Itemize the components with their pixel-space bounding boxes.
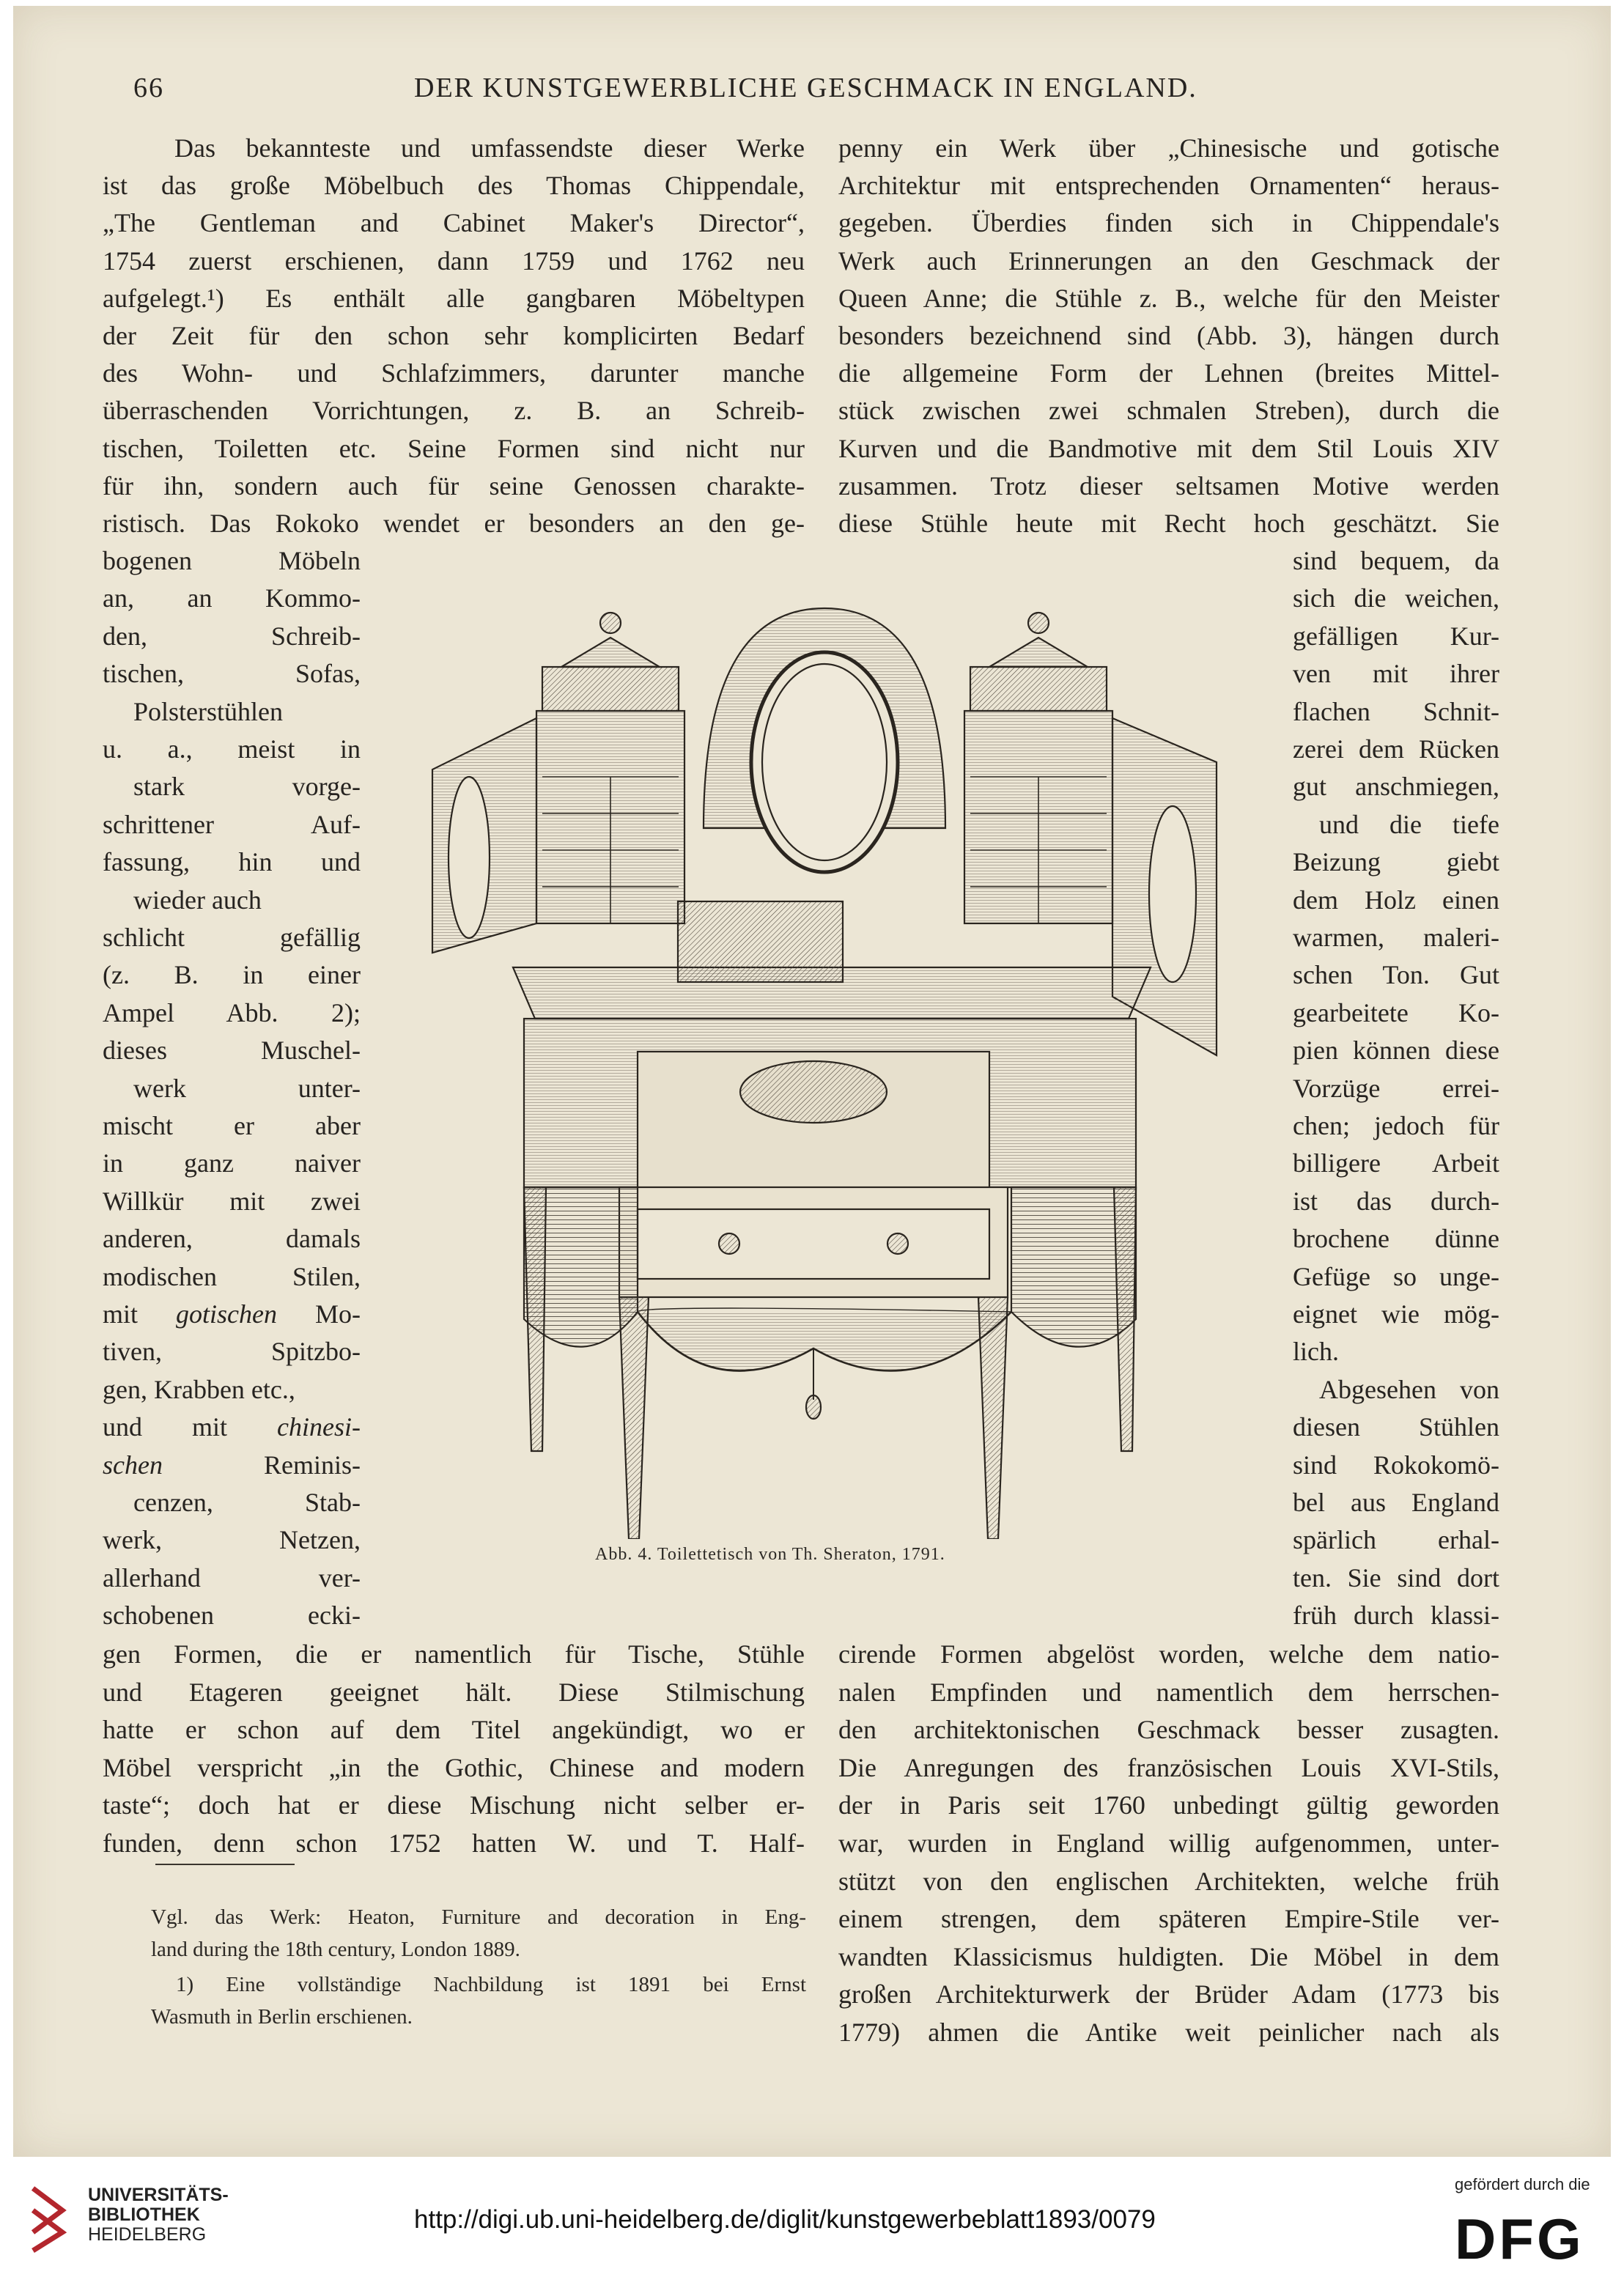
library-name-line: BIBLIOTHEK <box>88 2204 200 2225</box>
text-line: schen Ton. Gut <box>1293 960 1499 990</box>
text-line: den architektonischen Geschmack besser zusagten. <box>838 1715 1499 1745</box>
text-line: fassung, hin und <box>103 847 361 877</box>
text-line: Architektur mit entsprechenden Ornamenten“ heraus- <box>838 171 1499 201</box>
text-line: gefälligen Kur- <box>1293 621 1499 651</box>
text-line: Werk auch Erinnerungen an den Geschmack der <box>838 246 1499 276</box>
running-title: DER KUNSTGEWERBLICHE GESCHMACK IN ENGLAND. <box>414 73 1197 103</box>
text-line: der in Paris seit 1760 unbedingt gültig geworden <box>838 1790 1499 1820</box>
text-line: tischen, Toiletten etc. Seine Formen sind nicht nur <box>103 433 805 463</box>
text-line: Das bekannteste und umfassendste dieser Werke <box>174 133 805 163</box>
permalink[interactable]: http://digi.ub.uni-heidelberg.de/diglit/kunstgewerbeblatt1893/0079 <box>414 2205 1156 2234</box>
text-line: und Etageren geeignet hält. Diese Stilmischung <box>103 1677 805 1707</box>
text-line: diese Stühle heute mit Recht hoch geschätzt. Sie <box>838 509 1499 538</box>
text-line: sind bequem, da <box>1293 546 1499 575</box>
text-line: schen Reminis- <box>103 1450 361 1480</box>
text-line: des Wohn- und Schlafzimmers, darunter manche <box>103 358 805 388</box>
footnote-line: 1) Eine vollständige Nachbildung ist 1891 bei Ernst <box>176 1973 806 1996</box>
text-line: Vorzüge errei- <box>1293 1073 1499 1103</box>
text-line: war, wurden in England willig aufgenommen, unter- <box>838 1828 1499 1858</box>
text-line: stück zwischen zwei schmalen Streben), durch die <box>838 396 1499 426</box>
text-line: in ganz naiver <box>103 1148 361 1178</box>
text-line: aufgelegt.¹) Es enthält alle gangbaren Möbeltypen <box>103 283 805 313</box>
text-line: 1754 zuerst erschienen, dann 1759 und 1762 neu <box>103 246 805 276</box>
text-line: diesen Stühlen <box>1293 1412 1499 1442</box>
text-line: tiven, Spitzbo- <box>103 1337 361 1367</box>
text-line: Beizung giebt <box>1293 847 1499 877</box>
funded-by-text: gefördert durch die <box>1455 2175 1590 2193</box>
text-line: hatte er schon auf dem Titel angekündigt, wo er <box>103 1715 805 1745</box>
text-line: brochene dünne <box>1293 1224 1499 1254</box>
text-line: 1779) ahmen die Antike weit peinlicher nach als <box>838 2018 1499 2047</box>
dfg-logo: DFG <box>1455 2207 1584 2271</box>
text-line: modischen Stilen, <box>103 1261 361 1291</box>
text-line: stark vorge- <box>133 772 361 802</box>
text-line: mit gotischen Mo- <box>103 1299 361 1329</box>
text-line: wandten Klassicismus huldigten. Die Möbel in dem <box>838 1941 1499 1971</box>
footnote-rule <box>155 1864 295 1865</box>
text-line: Gefüge so unge- <box>1293 1261 1499 1291</box>
text-line: pien können diese <box>1293 1036 1499 1066</box>
text-line: zerei dem Rücken <box>1293 734 1499 764</box>
text-line: billigere Arbeit <box>1293 1148 1499 1178</box>
text-line: lich. <box>1293 1337 1339 1367</box>
text-line: Queen Anne; die Stühle z. B., welche für den Meister <box>838 283 1499 313</box>
text-line: mischt er aber <box>103 1111 361 1140</box>
text-line: und mit chinesi- <box>103 1412 361 1442</box>
text-line: Willkür mit zwei <box>103 1186 361 1216</box>
text-line: dieses Muschel- <box>103 1036 361 1066</box>
text-line: bogenen Möbeln <box>103 546 361 575</box>
text-line: überraschenden Vorrichtungen, z. B. an Schreib- <box>103 396 805 426</box>
text-line: flachen Schnit- <box>1293 696 1499 726</box>
italic-term: chinesi- <box>277 1412 361 1442</box>
text-line: der Zeit für den schon sehr komplicirten Bedarf <box>103 321 805 350</box>
footnote-line: Wasmuth in Berlin erschienen. <box>151 2005 413 2029</box>
text-line: Abgesehen von <box>1319 1374 1499 1404</box>
text-line: bel aus England <box>1293 1488 1499 1517</box>
text-line: früh durch klassi- <box>1293 1601 1499 1631</box>
text-line: allerhand ver- <box>103 1562 361 1593</box>
text-line: ten. Sie sind dort <box>1293 1562 1499 1593</box>
text-line: u. a., meist in <box>103 734 361 764</box>
text-line: stützt von den englischen Architekten, welche früh <box>838 1866 1499 1896</box>
text-line: nalen Empfinden und namentlich dem herrschen- <box>838 1677 1499 1707</box>
text-line: ristisch. Das Rokoko wendet er besonders an den ge- <box>103 509 805 538</box>
text-line: anderen, damals <box>103 1224 361 1254</box>
text-line: schobenen ecki- <box>103 1601 361 1631</box>
text-line: die allgemeine Form der Lehnen (breites Mittel- <box>838 358 1499 388</box>
text-line: werk unter- <box>133 1073 361 1103</box>
footnote-line: Vgl. das Werk: Heaton, Furniture and decoration in Eng- <box>151 1905 806 1929</box>
text-line: zusammen. Trotz dieser seltsamen Motive werden <box>838 470 1499 501</box>
text-line: Kurven und die Bandmotive mit dem Stil Louis XIV <box>838 433 1499 463</box>
text-line: ist das durch- <box>1293 1186 1499 1216</box>
text-line: tischen, Sofas, <box>103 659 361 689</box>
text-line: warmen, maleri- <box>1293 923 1499 952</box>
text-line: Die Anregungen des französischen Louis XVI-Stils, <box>838 1752 1499 1782</box>
text-line: gen, Krabben etc., <box>103 1374 295 1404</box>
text-line: funden, denn schon 1752 hatten W. und T. Half- <box>103 1828 805 1858</box>
text-line: chen; jedoch für <box>1293 1111 1499 1140</box>
text-line: Polsterstühlen <box>133 696 283 726</box>
university-library-logo <box>22 2181 81 2254</box>
text-line: (z. B. in einer <box>103 960 361 990</box>
text-line: penny ein Werk über „Chinesische und gotische <box>838 133 1499 163</box>
text-line: spärlich erhal- <box>1293 1525 1499 1555</box>
text-line: Möbel verspricht „in the Gothic, Chinese and modern <box>103 1752 805 1782</box>
text-line: Ampel Abb. 2); <box>103 997 361 1027</box>
text-line: schlicht gefällig <box>103 923 361 952</box>
text-line: sind Rokokomö- <box>1293 1450 1499 1480</box>
text-line: gut anschmiegen, <box>1293 772 1499 802</box>
text-line: wieder auch <box>133 885 262 915</box>
text-line: cenzen, Stab- <box>133 1488 361 1517</box>
text-line: gearbeitete Ko- <box>1293 997 1499 1027</box>
text-line: ven mit ihrer <box>1293 659 1499 689</box>
toilet-table-engraving <box>396 586 1253 1539</box>
library-name-line: HEIDELBERG <box>88 2224 207 2245</box>
italic-term: schen <box>103 1450 163 1480</box>
text-line: dem Holz einen <box>1293 885 1499 915</box>
text-line: gegeben. Überdies finden sich in Chippendale's <box>838 208 1499 238</box>
text-line: einem strengen, dem späteren Empire-Stile ver- <box>838 1904 1499 1934</box>
text-line: und die tiefe <box>1319 809 1499 839</box>
text-line: cirende Formen abgelöst worden, welche dem natio- <box>838 1639 1499 1669</box>
text-line: schrittener Auf- <box>103 809 361 839</box>
text-line: sich die weichen, <box>1293 583 1499 613</box>
text-line: für ihn, sondern auch für seine Genossen charakte- <box>103 470 805 501</box>
text-line: besonders bezeichnend sind (Abb. 3), hängen durch <box>838 321 1499 350</box>
text-line: großen Architekturwerk der Brüder Adam (1773 bis <box>838 1979 1499 2010</box>
text-line: „The Gentleman and Cabinet Maker's Director“, <box>103 208 805 238</box>
text-line: eignet wie mög- <box>1293 1299 1499 1329</box>
text-line: taste“; doch hat er diese Mischung nicht selber er- <box>103 1790 805 1820</box>
italic-term: gotischen <box>176 1299 277 1329</box>
figure-caption: Abb. 4. Toilettetisch von Th. Sheraton, 1791. <box>595 1545 945 1564</box>
text-line: werk, Netzen, <box>103 1525 361 1555</box>
text-line: ist das große Möbelbuch des Thomas Chippendale, <box>103 171 805 201</box>
library-name-line: UNIVERSITÄTS- <box>88 2185 229 2205</box>
text-line: an, an Kommo- <box>103 583 361 613</box>
footnote-line: land during the 18th century, London 1889. <box>151 1938 520 1961</box>
library-name <box>88 2185 229 2245</box>
text-line: gen Formen, die er namentlich für Tische, Stühle <box>103 1639 805 1669</box>
page-number: 66 <box>133 73 164 103</box>
text-line: den, Schreib- <box>103 621 361 651</box>
